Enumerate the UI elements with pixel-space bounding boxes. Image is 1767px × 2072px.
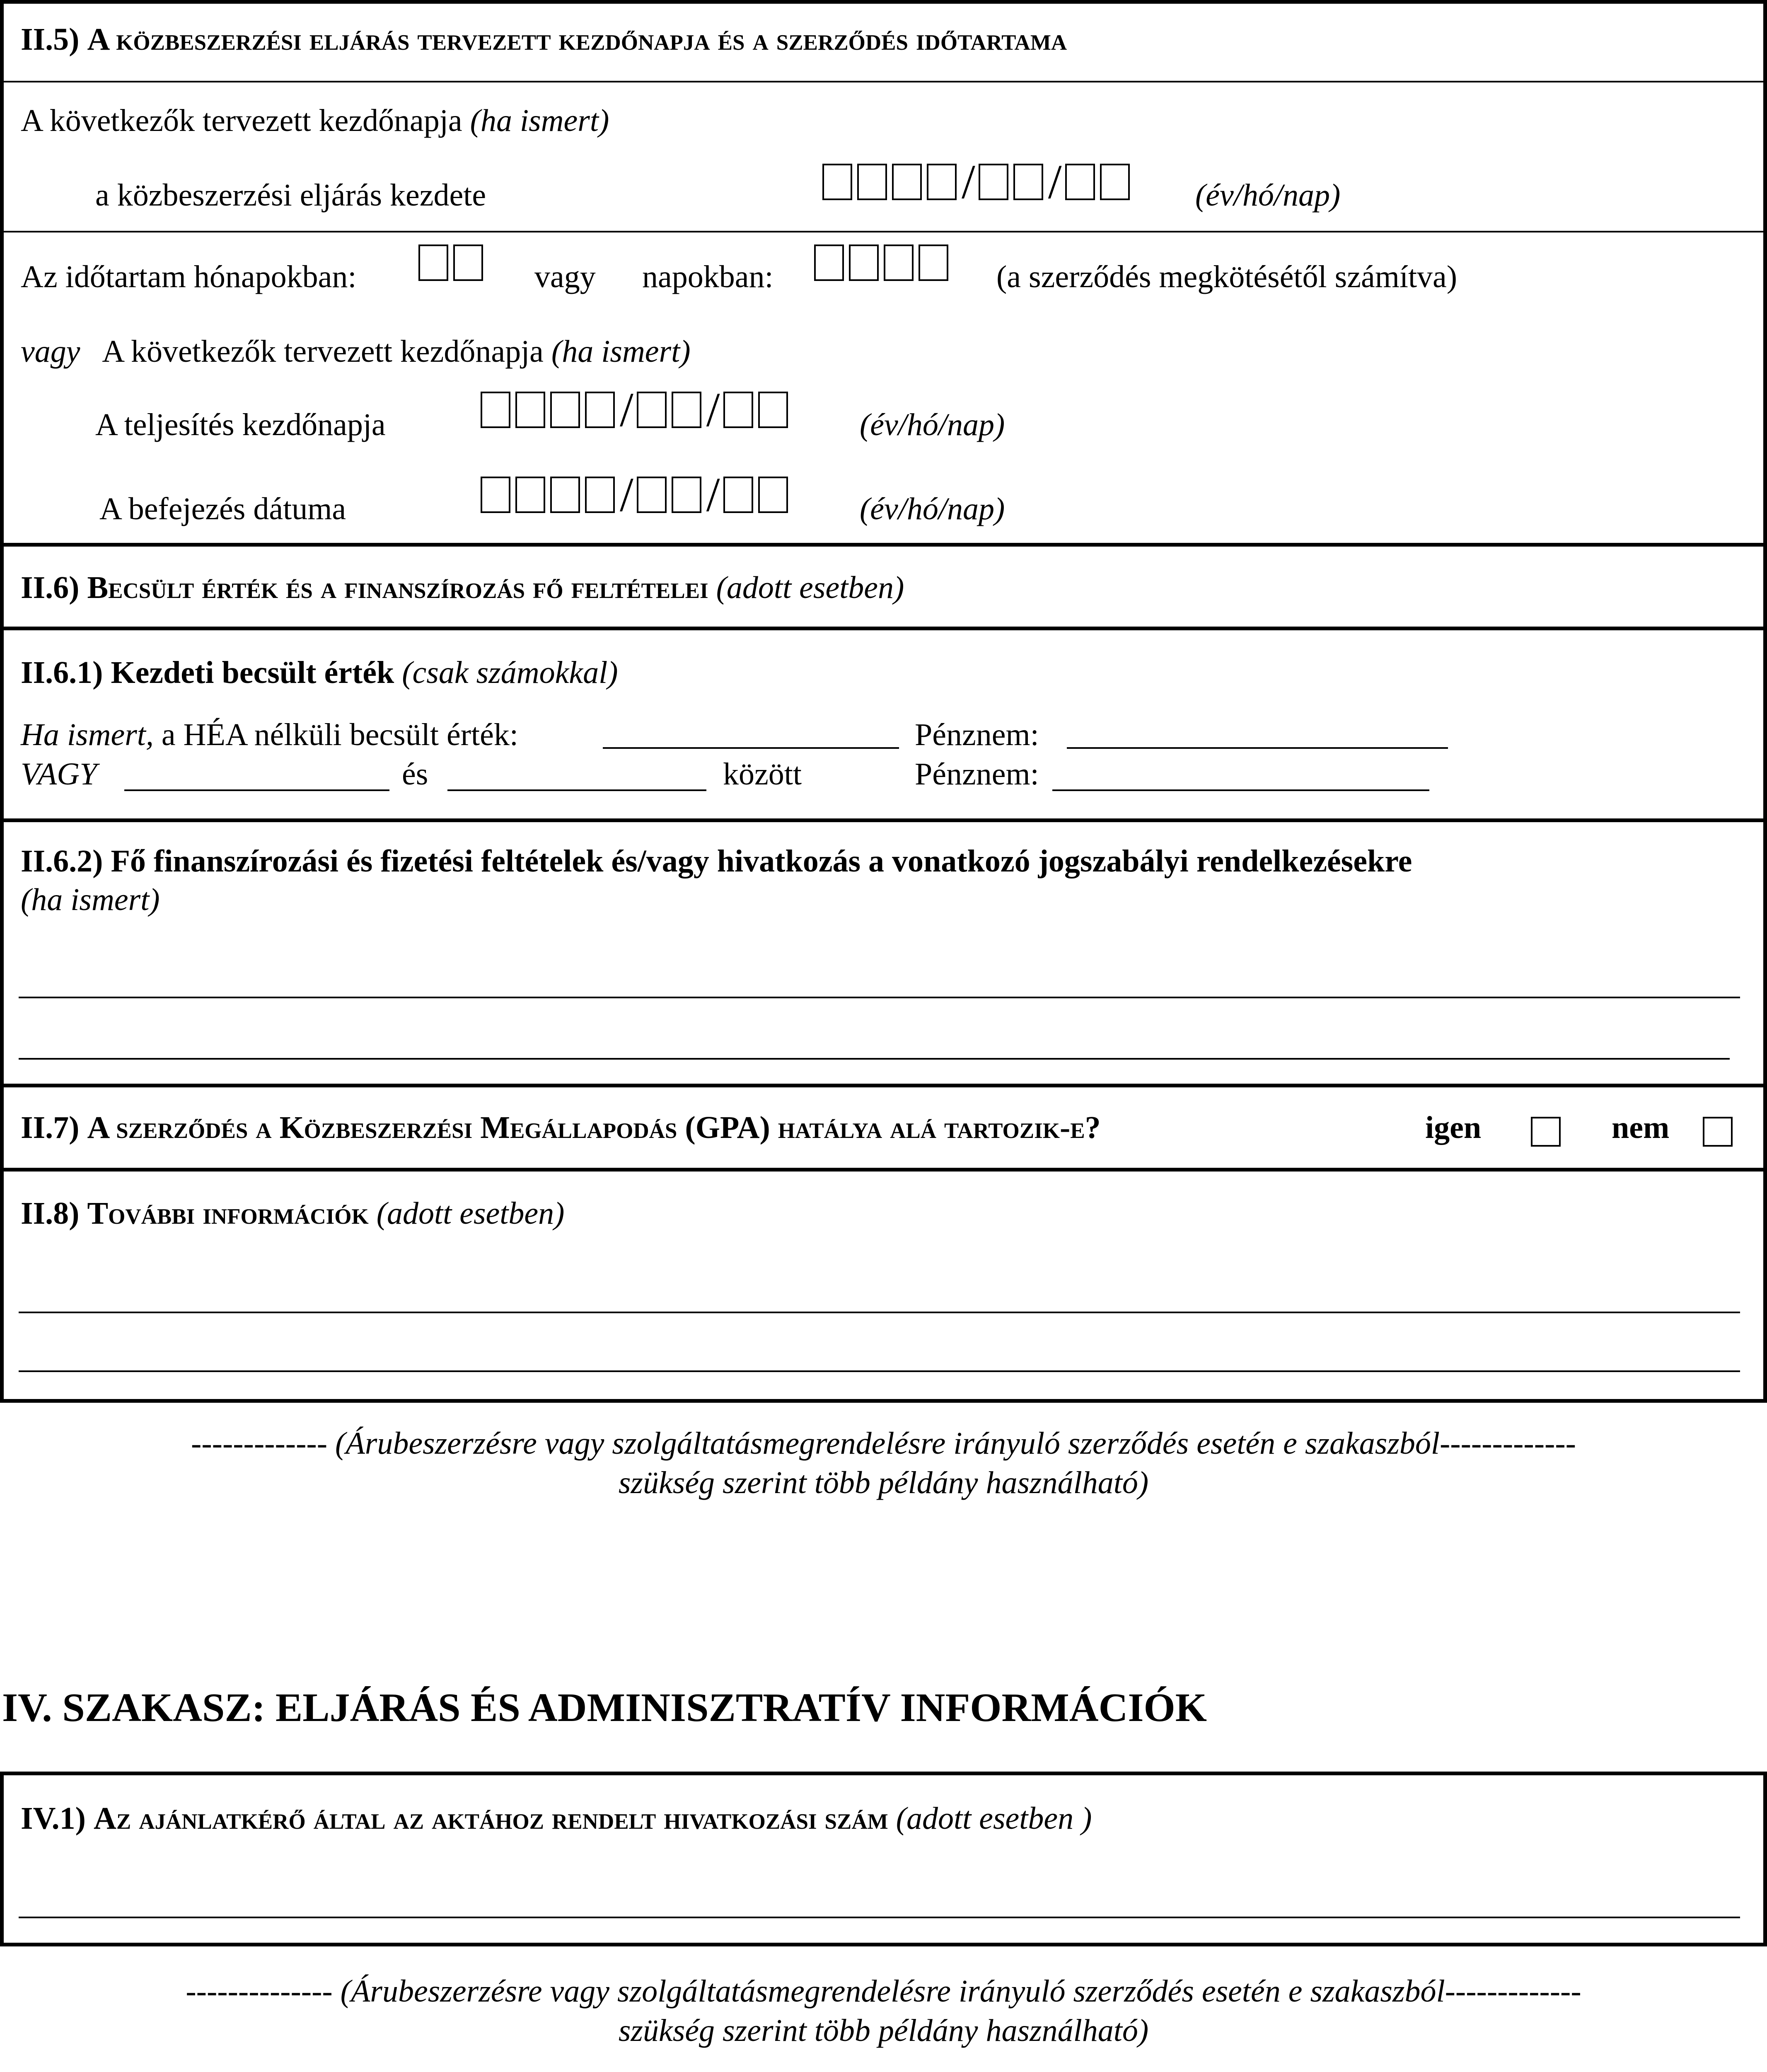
currency-field[interactable] — [1067, 747, 1448, 749]
slash: / — [706, 467, 720, 522]
copy-note-line-2: szükség szerint több példány használható) — [618, 1465, 1149, 1500]
ii5-title: A közbeszerzési eljárás tervezett kezdőnapja és a szerződés időtartama — [87, 22, 1067, 57]
digit-box[interactable] — [672, 477, 701, 513]
digit-box[interactable] — [515, 392, 545, 428]
gpa-no-label: nem — [1612, 1110, 1670, 1145]
ii5-heading — [21, 22, 1067, 58]
range-min-field[interactable] — [124, 789, 389, 791]
digit-box[interactable] — [723, 477, 753, 513]
procedure-start-date-input[interactable] — [822, 155, 1135, 209]
currency-field-2[interactable] — [1052, 789, 1429, 791]
digit-box[interactable] — [1013, 164, 1043, 200]
copy-note-2-line-2: szükség szerint több példány használható) — [618, 2013, 1149, 2048]
section-iv-box — [0, 1772, 1767, 1946]
digit-box[interactable] — [515, 477, 545, 513]
digit-box[interactable] — [453, 244, 483, 281]
ii61-heading: II.6.1) Kezdeti becsült érték (csak számokkal) — [21, 655, 618, 690]
ii8-text-line-1[interactable] — [19, 1312, 1740, 1313]
digit-box[interactable] — [672, 392, 701, 428]
divider — [0, 231, 1767, 232]
slash: / — [620, 382, 633, 437]
digit-box[interactable] — [550, 392, 580, 428]
section-iv-heading: IV. SZAKASZ: ELJÁRÁS ÉS ADMINISZTRATÍV INFORMÁCIÓK — [2, 1685, 1207, 1730]
divider — [0, 81, 1767, 82]
duration-months-input[interactable] — [418, 244, 488, 281]
digit-box[interactable] — [585, 477, 615, 513]
iv1-heading: IV.1) Az ajánlatkérő által az aktához rendelt hivatkozási szám (adott esetben ) — [21, 1801, 1092, 1836]
digit-box[interactable] — [849, 244, 879, 281]
days-label: napokban: — [642, 259, 774, 294]
digit-box[interactable] — [637, 392, 667, 428]
digit-box[interactable] — [481, 477, 510, 513]
digit-box[interactable] — [758, 392, 788, 428]
ii62-heading: II.6.2) Fő finanszírozási és fizetési feltételek és/vagy hivatkozás a vonatkozó jogszabályi rendelkezésekre — [21, 844, 1412, 879]
digit-box[interactable] — [979, 164, 1008, 200]
gpa-no-checkbox[interactable] — [1703, 1111, 1733, 1147]
digit-box[interactable] — [892, 164, 922, 200]
vat-value-label: Ha ismert, a HÉA nélküli becsült érték: — [21, 717, 518, 752]
date-format-hint: (év/hó/nap) — [860, 491, 1005, 526]
between-label: között — [723, 757, 802, 792]
ii6-heading: II.6) Becsült érték és a finanszírozás fő feltételei (adott esetben) — [21, 570, 904, 605]
slash: / — [1048, 155, 1062, 209]
gpa-yes-label: igen — [1425, 1110, 1482, 1145]
digit-box[interactable] — [1065, 164, 1095, 200]
date-format-hint: (év/hó/nap) — [860, 407, 1005, 442]
digit-box[interactable] — [585, 392, 615, 428]
or-caps-label: VAGY — [21, 757, 97, 792]
divider — [0, 543, 1767, 547]
ii7-heading: II.7) A szerződés a Közbeszerzési Megállapodás (GPA) hatálya alá tartozik-e? — [21, 1110, 1101, 1145]
digit-box[interactable] — [919, 244, 948, 281]
digit-box[interactable] — [637, 477, 667, 513]
date-format-hint: (év/hó/nap) — [1195, 178, 1341, 213]
digit-box[interactable] — [927, 164, 957, 200]
performance-start-date-input[interactable] — [481, 382, 793, 437]
ii5-planned-start-alt: vagy A következők tervezett kezdőnapja (ha ismert) — [21, 334, 691, 369]
from-contract-label: (a szerződés megkötésétől számítva) — [996, 259, 1458, 294]
divider — [0, 1168, 1767, 1172]
digit-box[interactable] — [550, 477, 580, 513]
and-label: és — [402, 757, 428, 792]
range-max-field[interactable] — [447, 789, 706, 791]
slash: / — [962, 155, 975, 209]
procedure-start-label: a közbeszerzési eljárás kezdete — [95, 178, 486, 213]
digit-box[interactable] — [481, 392, 510, 428]
slash: / — [620, 467, 633, 522]
digit-box[interactable] — [758, 477, 788, 513]
digit-box[interactable] — [884, 244, 914, 281]
divider — [0, 627, 1767, 630]
digit-box[interactable] — [723, 392, 753, 428]
digit-box[interactable] — [814, 244, 844, 281]
copy-note-line-1: ------------- (Árubeszerzésre vagy szolgáltatásmegrendelésre irányuló szerződés esetén e szakaszból------------- — [191, 1426, 1576, 1461]
ii8-heading: II.8) További információk (adott esetben) — [21, 1196, 565, 1231]
currency-label-2: Pénznem: — [915, 757, 1039, 792]
completion-date-label: A befejezés dátuma — [99, 491, 346, 526]
ii5-code: II.5) — [21, 22, 80, 57]
copy-note-2-line-1: -------------- (Árubeszerzésre vagy szolgáltatásmegrendelésre irányuló szerződés esetén e szakaszból------------- — [186, 1974, 1581, 2009]
ii62-text-line-2[interactable] — [19, 1058, 1730, 1060]
ii62-if-known: (ha ismert) — [21, 882, 160, 917]
duration-months-label: Az időtartam hónapokban: — [21, 259, 357, 294]
currency-label: Pénznem: — [915, 717, 1039, 752]
digit-box[interactable] — [418, 244, 448, 281]
digit-box[interactable] — [857, 164, 887, 200]
digit-box[interactable] — [822, 164, 852, 200]
digit-box[interactable] — [1100, 164, 1130, 200]
performance-start-label: A teljesítés kezdőnapja — [95, 407, 386, 442]
ii8-text-line-2[interactable] — [19, 1370, 1740, 1372]
ii62-text-line-1[interactable] — [19, 997, 1740, 998]
slash: / — [706, 382, 720, 437]
divider — [0, 1084, 1767, 1087]
iv1-reference-field[interactable] — [19, 1917, 1740, 1918]
ii5-planned-start: A következők tervezett kezdőnapja (ha ismert) — [21, 103, 609, 138]
gpa-yes-checkbox[interactable] — [1531, 1111, 1561, 1147]
completion-date-input[interactable] — [481, 467, 793, 522]
vat-value-field[interactable] — [603, 747, 899, 749]
or-label: vagy — [534, 259, 596, 294]
divider — [0, 818, 1767, 822]
duration-days-input[interactable] — [814, 244, 953, 281]
